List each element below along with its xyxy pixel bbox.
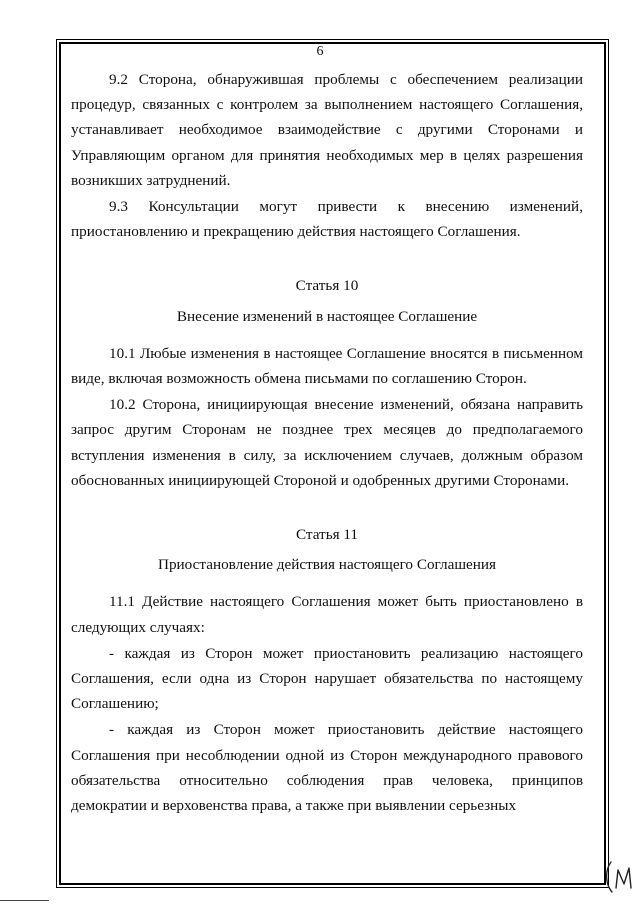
handwritten-initials — [605, 858, 639, 896]
article-11-number: Статья 11 — [295, 526, 359, 544]
paragraph-11-1: 11.1 Действие настоящего Соглашения может быть приостановлено в следующих случаях: — [71, 593, 583, 636]
footer-rule — [0, 900, 49, 901]
paragraph-9-3: 9.3 Консультации могут привести к внесению изменений, приостановлению и прекращению действия настоящего Соглашения. — [71, 198, 583, 241]
article-10-number: Статья 10 — [295, 277, 359, 295]
article-10-title: Внесение изменений в настоящее Соглашение — [176, 307, 478, 325]
article-11-title: Приостановление действия настоящего Соглашения — [157, 556, 497, 574]
list-item-breach: - каждая из Сторон может приостановить реализацию настоящего Соглашения, если одна из Сторон нарушает обязательства по настоящему Соглашению; — [71, 644, 583, 713]
list-item-human-rights: - каждая из Сторон может приостановить действие настоящего Соглашения при несоблюдении одной из Сторон международного правового обязательства относительно соблюдения прав человека, принципов демократии и верховенства права, а также при выявлении серьезных — [71, 721, 583, 815]
document-body — [71, 67, 583, 818]
paragraph-10-2: 10.2 Сторона, инициирующая внесение изменений, обязана направить запрос другим Сторонам не позднее трех месяцев до предполагаемого вступления изменения в силу, за исключением случаев, должным образом обоснованных инициирующей Стороной и одобренных другими Сторонами. — [71, 396, 583, 489]
paragraph-9-2: 9.2 Сторона, обнаружившая проблемы с обеспечением реализации процедур, связанных с контролем за выполнением настоящего Соглашения, устанавливает необходимое взаимодействие с другими Сторонами и Управляющим органом для принятия необходимых мер в целях разрешения возникших затруднений. — [71, 71, 583, 189]
paragraph-10-1: 10.1 Любые изменения в настоящее Соглашение вносятся в письменном виде, включая возможность обмена письмами по соглашению Сторон. — [71, 344, 583, 388]
page-number: 6 — [316, 44, 324, 59]
